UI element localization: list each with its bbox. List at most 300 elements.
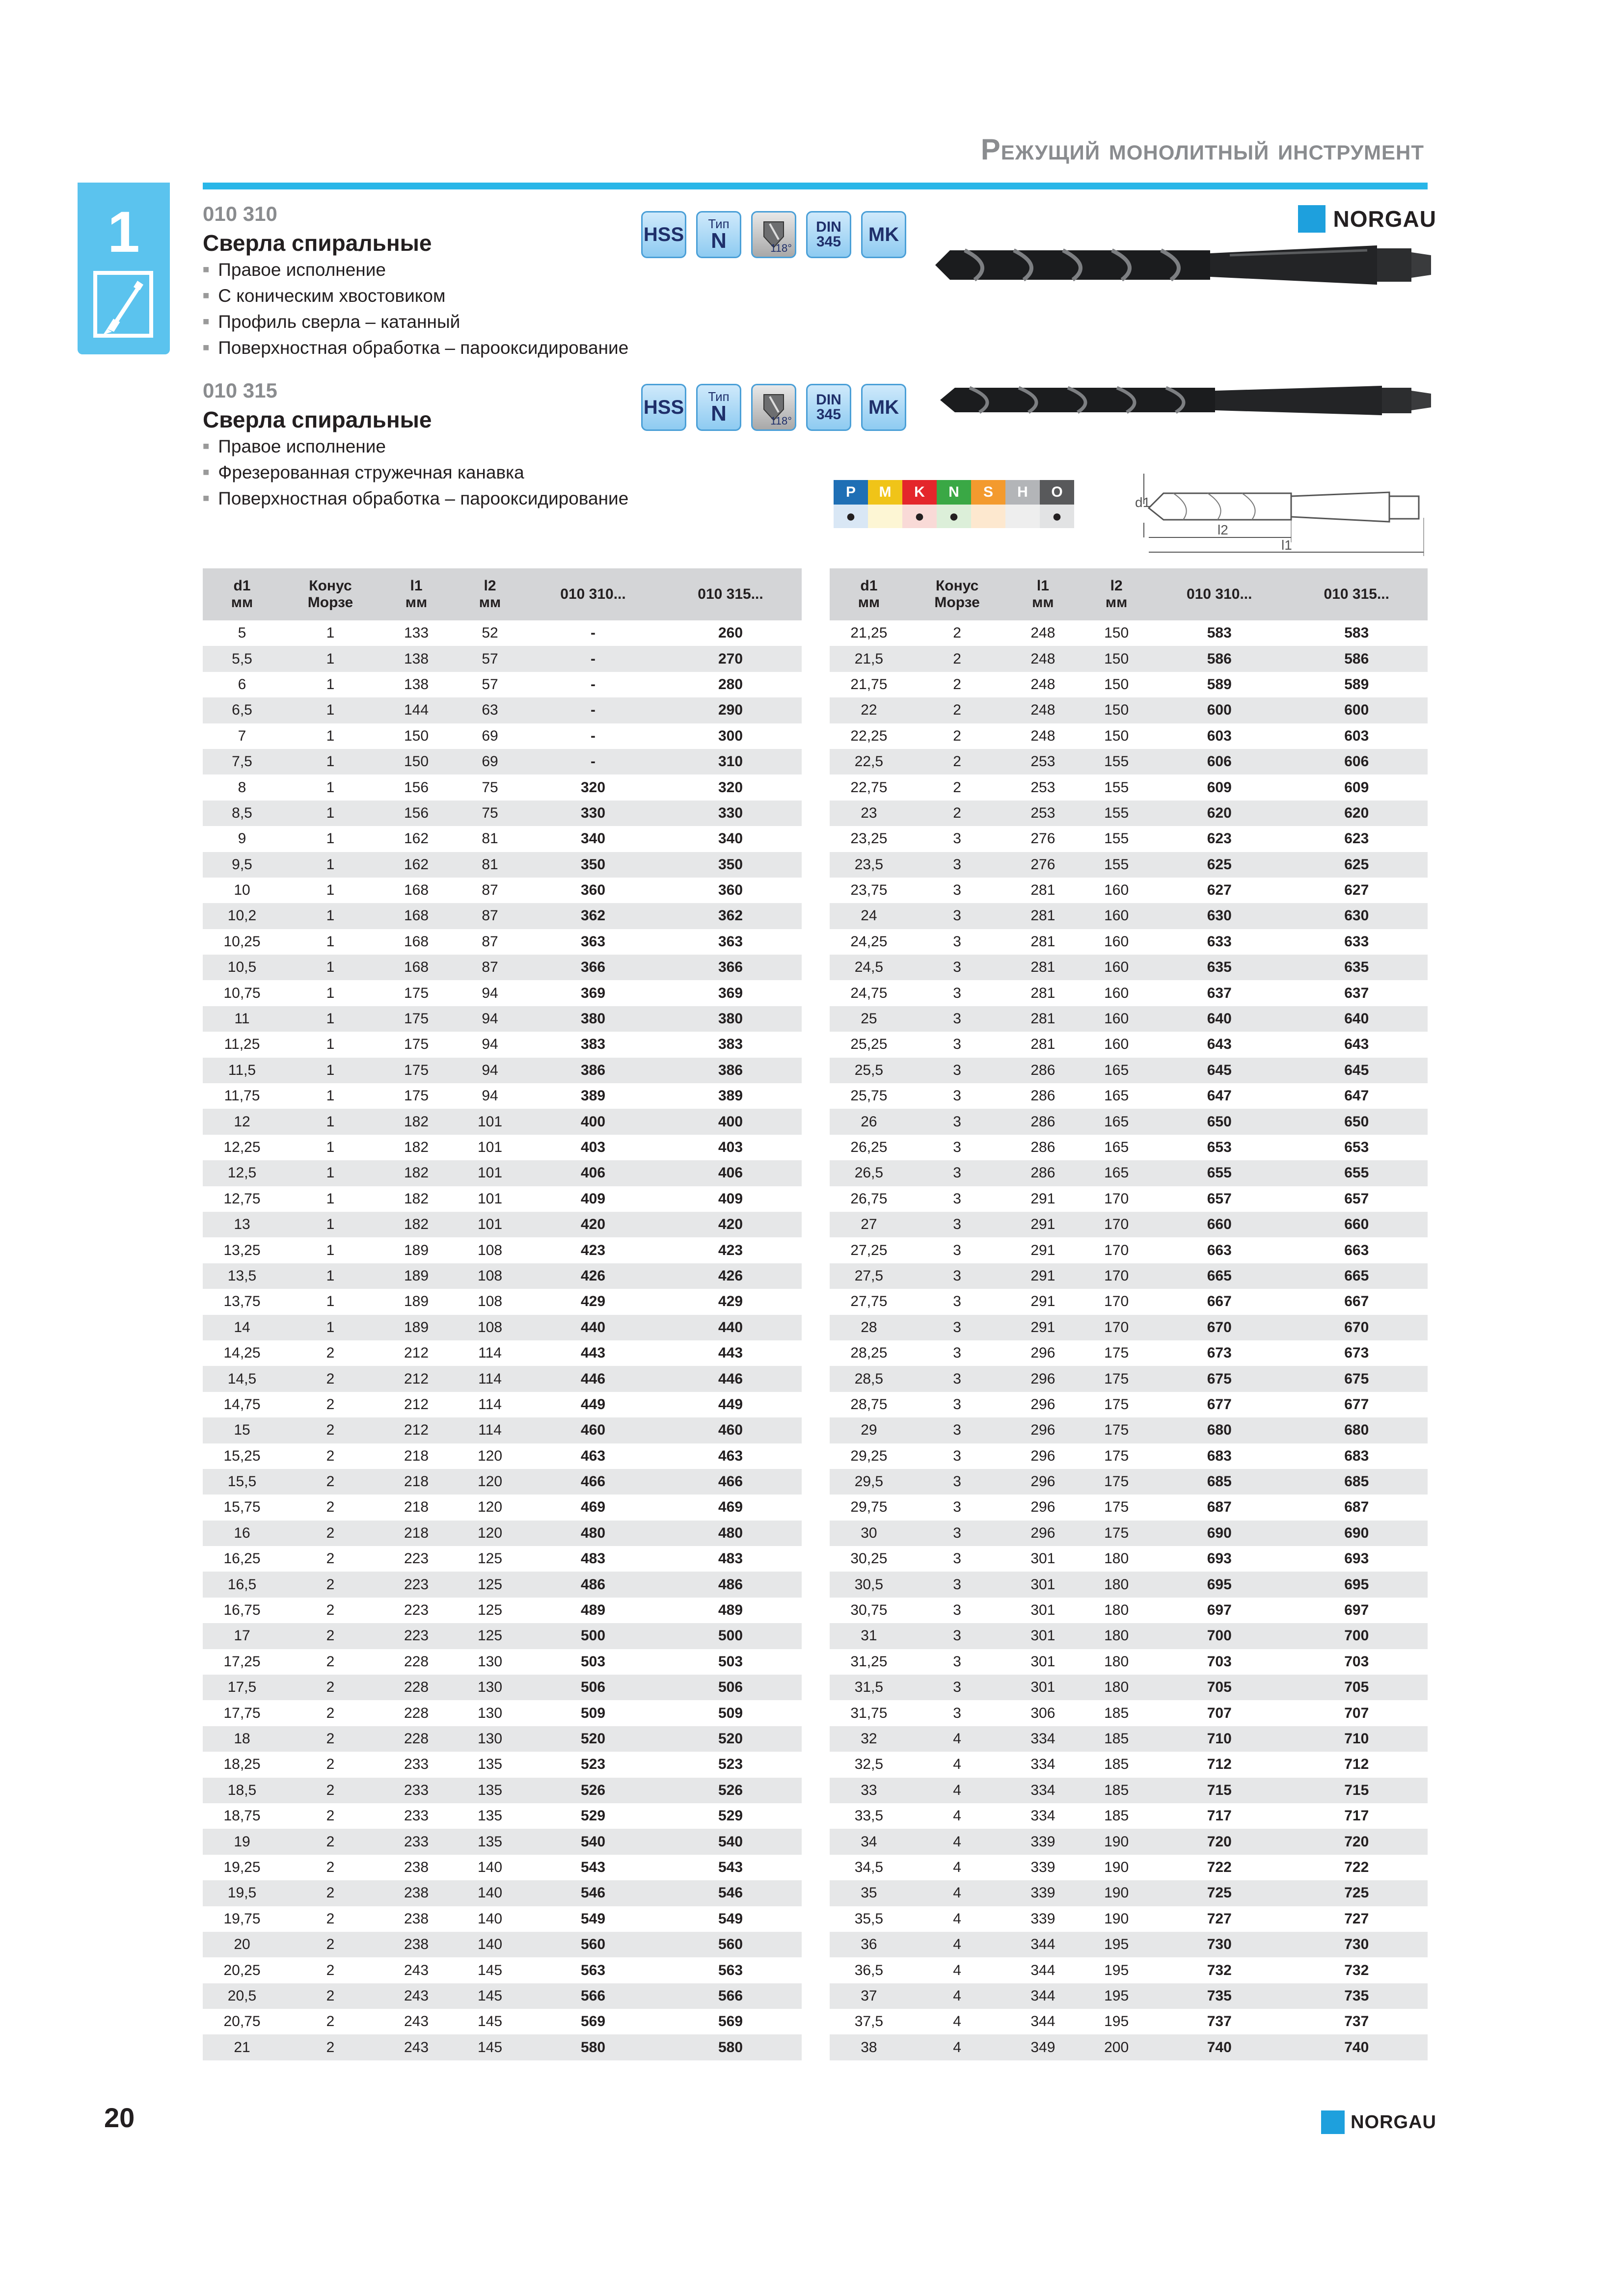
table-cell: 182 — [379, 1212, 453, 1237]
table-cell: 2 — [281, 1521, 379, 1546]
table-cell: 175 — [379, 1006, 453, 1032]
table-row — [830, 1006, 1428, 1032]
table-cell: 2 — [953, 625, 961, 641]
table-cell: 670 — [1153, 1315, 1286, 1340]
table-cell: 135 — [477, 1756, 503, 1773]
table-cell: 560 — [659, 1932, 802, 1957]
table-cell: 22,5 — [830, 749, 908, 774]
column-header-label: 010 315... — [1324, 586, 1389, 602]
footer-brand-logo — [1321, 2110, 1436, 2134]
table-cell: 114 — [478, 1345, 502, 1362]
table-cell: 155 — [1104, 830, 1129, 847]
table-cell: 737 — [1207, 2013, 1232, 2030]
table-cell: 627 — [1344, 882, 1369, 899]
table-cell: 540 — [659, 1829, 802, 1854]
table-row — [203, 1983, 802, 2009]
table-cell: 623 — [1207, 830, 1232, 847]
table-cell: 25,5 — [830, 1058, 908, 1083]
table-cell: 3 — [908, 1469, 1006, 1495]
table-cell: 360 — [580, 882, 606, 899]
table-cell: 369 — [580, 985, 606, 1001]
material-k-dot: ● — [902, 505, 937, 528]
table-cell: 4 — [908, 1983, 1006, 2009]
table-cell: 87 — [482, 882, 498, 899]
table-row — [830, 723, 1428, 749]
din-badge — [806, 211, 851, 258]
table-cell: 695 — [1153, 1572, 1286, 1597]
table-cell: 710 — [1286, 1726, 1428, 1752]
table-cell: 509 — [580, 1705, 606, 1721]
table-cell: 238 — [379, 1932, 453, 1957]
table-cell: 1 — [326, 882, 335, 899]
table-row — [830, 620, 1428, 646]
table-cell: 170 — [1104, 1190, 1129, 1207]
table-cell: 449 — [580, 1396, 606, 1413]
table-row — [830, 1469, 1428, 1495]
table-cell: 2 — [326, 1550, 335, 1567]
table-cell: 486 — [659, 1572, 802, 1597]
table-cell: 130 — [477, 1705, 503, 1721]
column-header-label: 010 310... — [1187, 586, 1252, 602]
table-cell: 75 — [482, 779, 498, 796]
table-cell: 57 — [482, 676, 498, 693]
table-cell: 586 — [1153, 646, 1286, 671]
table-cell: 286 — [1006, 1109, 1080, 1134]
table-cell: 400 — [527, 1109, 659, 1134]
table-cell: 3 — [953, 1550, 961, 1567]
table-cell: 737 — [1344, 2013, 1369, 2030]
table-row — [203, 1572, 802, 1597]
table-cell: 677 — [1344, 1396, 1369, 1413]
table-cell: 223 — [379, 1623, 453, 1649]
table-row — [830, 1726, 1428, 1752]
table-cell: 145 — [477, 1962, 503, 1978]
table-row — [830, 1623, 1428, 1649]
table-cell: 15,75 — [223, 1499, 261, 1516]
table-cell: 175 — [404, 985, 429, 1001]
table-cell: 469 — [580, 1499, 606, 1516]
table-cell: 665 — [1153, 1263, 1286, 1289]
column-header — [527, 568, 659, 620]
din-number: 345 — [816, 234, 841, 250]
column-header — [908, 568, 1006, 620]
table-cell: 3 — [953, 1653, 961, 1670]
table-cell: 503 — [718, 1653, 743, 1670]
table-cell: 4 — [953, 1859, 961, 1875]
table-cell: 3 — [953, 830, 961, 847]
table-cell: 446 — [659, 1366, 802, 1391]
table-cell: 21,5 — [830, 646, 908, 671]
type-badge — [696, 384, 741, 431]
table-row — [203, 1315, 802, 1340]
table-cell: 446 — [527, 1366, 659, 1391]
table-cell: 667 — [1207, 1293, 1232, 1310]
table-cell: 730 — [1153, 1932, 1286, 1957]
table-cell: 185 — [1104, 1808, 1129, 1824]
table-cell: 673 — [1344, 1345, 1369, 1362]
table-cell: 339 — [1030, 1910, 1055, 1927]
table-cell: 6 — [238, 676, 246, 693]
table-cell: 730 — [1286, 1932, 1428, 1957]
table-row — [830, 697, 1428, 723]
table-cell: - — [591, 727, 595, 744]
table-cell: 660 — [1153, 1212, 1286, 1237]
badge-row — [641, 384, 906, 431]
table-cell: 253 — [1030, 779, 1055, 796]
table-cell: 218 — [379, 1521, 453, 1546]
table-row — [203, 1623, 802, 1649]
table-row — [830, 1186, 1428, 1212]
table-cell: 663 — [1207, 1242, 1232, 1258]
table-cell: 440 — [527, 1315, 659, 1340]
table-row — [830, 1058, 1428, 1083]
table-row — [203, 672, 802, 697]
table-cell: 300 — [718, 727, 743, 744]
table-cell: 630 — [1286, 903, 1428, 929]
table-cell: 243 — [379, 2034, 453, 2060]
table-cell: 732 — [1344, 1962, 1369, 1978]
hss-badge — [641, 384, 686, 431]
table-cell: 1 — [326, 1190, 335, 1207]
table-cell: 700 — [1153, 1623, 1286, 1649]
table-cell: 286 — [1006, 1058, 1080, 1083]
table-cell: 655 — [1153, 1160, 1286, 1186]
table-cell: 125 — [477, 1550, 503, 1567]
material-m-cell: M — [868, 480, 902, 505]
feature-item: ■ Фрезерованная стружечная канавка — [203, 461, 628, 487]
table-cell: 10,75 — [223, 985, 261, 1001]
table-cell: 732 — [1207, 1962, 1232, 1978]
table-cell: 549 — [718, 1910, 743, 1927]
table-cell: 30,25 — [850, 1550, 888, 1567]
table-cell: 2 — [326, 1859, 335, 1875]
table-row — [830, 1417, 1428, 1443]
table-cell: 600 — [1286, 697, 1428, 723]
table-row — [830, 878, 1428, 903]
table-row — [830, 1289, 1428, 1314]
table-cell: 24,75 — [850, 985, 888, 1001]
table-row — [203, 801, 802, 826]
table-cell: 114 — [453, 1366, 527, 1391]
table-row — [830, 1829, 1428, 1854]
column-header — [659, 568, 802, 620]
column-header-unit: мм — [405, 594, 428, 611]
table-cell: 175 — [404, 1088, 429, 1104]
mk-label: MK — [868, 396, 899, 418]
table-cell: 697 — [1344, 1602, 1369, 1619]
table-cell: 31,75 — [850, 1705, 888, 1721]
table-cell: 29 — [830, 1417, 908, 1443]
table-cell: 18,5 — [203, 1778, 281, 1803]
table-cell: 463 — [580, 1447, 606, 1464]
table-row — [830, 1366, 1428, 1391]
table-cell: 583 — [1207, 625, 1232, 641]
type-small: Тип — [708, 389, 730, 404]
table-cell: 406 — [527, 1160, 659, 1186]
table-cell: 3 — [953, 1705, 961, 1721]
table-row — [203, 723, 802, 749]
table-row — [830, 1212, 1428, 1237]
column-header — [1153, 568, 1286, 620]
drill-icon — [92, 270, 154, 339]
table-row — [203, 878, 802, 903]
table-cell: 223 — [379, 1572, 453, 1597]
table-cell: 218 — [379, 1469, 453, 1495]
table-cell: 108 — [453, 1315, 527, 1340]
table-cell: 212 — [404, 1345, 429, 1362]
table-cell: 685 — [1286, 1469, 1428, 1495]
table-cell: 1 — [326, 1139, 335, 1155]
table-cell: 606 — [1286, 749, 1428, 774]
table-row — [203, 1546, 802, 1572]
table-cell: 138 — [404, 676, 429, 693]
table-row — [203, 1058, 802, 1083]
table-cell: 280 — [718, 676, 743, 693]
table-cell: 310 — [659, 749, 802, 774]
table-cell: 13,75 — [223, 1293, 261, 1310]
table-cell: 330 — [527, 801, 659, 826]
table-cell: 1 — [281, 1006, 379, 1032]
table-row — [203, 1109, 802, 1134]
table-row — [830, 672, 1428, 697]
table-cell: 633 — [1344, 933, 1369, 950]
table-cell: 2 — [281, 1572, 379, 1597]
column-header-label: l1 — [410, 578, 423, 594]
table-cell: 703 — [1344, 1653, 1369, 1670]
table-cell: 189 — [379, 1315, 453, 1340]
table-cell: 276 — [1030, 830, 1055, 847]
column-header — [203, 568, 281, 620]
table-cell: 248 — [1030, 727, 1055, 744]
brand-name: NORGAU — [1351, 2111, 1436, 2133]
table-cell: 563 — [580, 1962, 606, 1978]
table-cell: 31,25 — [850, 1653, 888, 1670]
table-row — [203, 1006, 802, 1032]
table-cell: 108 — [453, 1263, 527, 1289]
table-cell: 25,75 — [850, 1088, 888, 1104]
table-row — [203, 1778, 802, 1803]
table-cell: 363 — [718, 933, 743, 950]
table-cell: 155 — [1080, 749, 1153, 774]
table-row — [203, 1957, 802, 1983]
table-cell: 160 — [1104, 933, 1129, 950]
table-cell: 1 — [281, 852, 379, 878]
table-cell: 3 — [908, 1160, 1006, 1186]
table-cell: 17 — [203, 1623, 281, 1649]
table-cell: 1 — [281, 955, 379, 980]
table-cell: 190 — [1080, 1829, 1153, 1854]
table-cell: 2 — [281, 2034, 379, 2060]
table-cell: 566 — [527, 1983, 659, 2009]
column-header — [453, 568, 527, 620]
din-number: 345 — [816, 406, 841, 423]
column-header — [379, 568, 453, 620]
table-row — [203, 1212, 802, 1237]
table-cell: 195 — [1104, 1962, 1129, 1978]
table-cell: 707 — [1207, 1705, 1232, 1721]
table-cell: 301 — [1030, 1550, 1055, 1567]
table-cell: 2 — [281, 1623, 379, 1649]
table-row — [830, 1263, 1428, 1289]
table-cell: 389 — [580, 1088, 606, 1104]
column-header-label: Конус — [935, 578, 979, 594]
table-cell: 223 — [404, 1602, 429, 1619]
table-cell: 101 — [453, 1160, 527, 1186]
table-cell: 2 — [281, 1880, 379, 1906]
table-row — [830, 1392, 1428, 1417]
table-cell: 4 — [908, 2034, 1006, 2060]
table-cell: 1 — [281, 697, 379, 723]
column-header-label: 010 310... — [560, 586, 626, 602]
table-cell: 334 — [1006, 1778, 1080, 1803]
table-cell: 5 — [238, 625, 246, 641]
table-cell: 94 — [453, 1006, 527, 1032]
table-cell: 6,5 — [203, 697, 281, 723]
table-row — [830, 852, 1428, 878]
feature-list — [203, 258, 628, 362]
column-header — [1006, 568, 1080, 620]
drill-image — [940, 373, 1441, 429]
table-cell: 15,5 — [203, 1469, 281, 1495]
table-cell: 125 — [453, 1623, 527, 1649]
table-cell: 120 — [477, 1499, 503, 1516]
table-cell: 725 — [1153, 1880, 1286, 1906]
header-rule — [203, 183, 1428, 189]
table-cell: 37,5 — [854, 2013, 884, 2030]
table-cell: 165 — [1080, 1160, 1153, 1186]
table-cell: 11,5 — [203, 1058, 281, 1083]
product-code: 010 315 — [203, 379, 277, 402]
table-cell: 2 — [326, 1345, 335, 1362]
table-cell: 380 — [659, 1006, 802, 1032]
table-cell: 506 — [659, 1675, 802, 1700]
mk-badge — [861, 211, 906, 258]
table-cell: 715 — [1153, 1778, 1286, 1803]
table-cell: 339 — [1030, 1859, 1055, 1875]
material-m-dot — [868, 505, 902, 528]
table-cell: 291 — [1030, 1190, 1055, 1207]
column-header-unit: мм — [858, 594, 880, 611]
table-cell: 81 — [482, 830, 498, 847]
table-cell: 24,25 — [850, 933, 888, 950]
table-cell: 87 — [453, 955, 527, 980]
table-row — [203, 620, 802, 646]
table-cell: 643 — [1344, 1036, 1369, 1053]
table-cell: 108 — [477, 1293, 503, 1310]
table-cell: 526 — [527, 1778, 659, 1803]
table-cell: 101 — [453, 1212, 527, 1237]
table-cell: 4 — [953, 1808, 961, 1824]
table-cell: 630 — [1153, 903, 1286, 929]
table-cell: 334 — [1030, 1808, 1055, 1824]
mk-badge — [861, 384, 906, 431]
table-cell: 657 — [1207, 1190, 1232, 1207]
table-cell: 170 — [1104, 1293, 1129, 1310]
table-cell: 14 — [203, 1315, 281, 1340]
table-cell: 25 — [830, 1006, 908, 1032]
table-cell: 685 — [1153, 1469, 1286, 1495]
table-cell: 563 — [718, 1962, 743, 1978]
table-cell: 17,5 — [203, 1675, 281, 1700]
table-cell: 19,75 — [223, 1910, 261, 1927]
table-cell: 3 — [953, 1139, 961, 1155]
table-cell: 350 — [659, 852, 802, 878]
table-cell: 160 — [1080, 955, 1153, 980]
table-cell: 705 — [1286, 1675, 1428, 1700]
table-cell: 17,25 — [223, 1653, 261, 1670]
table-cell: 647 — [1344, 1088, 1369, 1104]
table-cell: 350 — [527, 852, 659, 878]
table-cell: 290 — [659, 697, 802, 723]
table-cell: 440 — [659, 1315, 802, 1340]
table-cell: 2 — [281, 1932, 379, 1957]
table-row — [830, 1598, 1428, 1623]
table-cell: 673 — [1207, 1345, 1232, 1362]
table-row — [203, 1469, 802, 1495]
table-row — [203, 1160, 802, 1186]
table-cell: 2 — [281, 1675, 379, 1700]
table-cell: 24 — [830, 903, 908, 929]
table-cell: 389 — [718, 1088, 743, 1104]
table-cell: 114 — [478, 1396, 502, 1413]
table-cell: 223 — [404, 1550, 429, 1567]
table-cell: 529 — [580, 1808, 606, 1824]
table-cell: 369 — [718, 985, 743, 1001]
table-cell: 212 — [379, 1417, 453, 1443]
table-cell: 1 — [281, 1160, 379, 1186]
table-cell: 26,25 — [850, 1139, 888, 1155]
table-cell: 175 — [379, 1058, 453, 1083]
table-cell: 637 — [1344, 985, 1369, 1001]
table-cell: 12,25 — [223, 1139, 261, 1155]
table-row — [203, 749, 802, 774]
table-cell: 36 — [830, 1932, 908, 1957]
table-cell: 3 — [953, 1345, 961, 1362]
column-header-label: d1 — [860, 578, 878, 594]
material-o-cell: O — [1040, 480, 1074, 505]
table-cell: 3 — [908, 1366, 1006, 1391]
table-cell: 653 — [1207, 1139, 1232, 1155]
table-cell: 296 — [1030, 1499, 1055, 1516]
table-cell: 30,75 — [850, 1602, 888, 1619]
table-cell: 344 — [1030, 1962, 1055, 1978]
table-cell: 150 — [1080, 646, 1153, 671]
table-cell: 720 — [1286, 1829, 1428, 1854]
l2-label: l2 — [1217, 522, 1228, 537]
table-cell: 580 — [659, 2034, 802, 2060]
table-cell: 3 — [908, 1675, 1006, 1700]
page-title: Режущий монолитный инструмент — [980, 133, 1424, 166]
table-cell: 28,25 — [850, 1345, 888, 1362]
table-cell: 301 — [1006, 1675, 1080, 1700]
table-cell: 19,5 — [203, 1880, 281, 1906]
table-cell: 281 — [1006, 1006, 1080, 1032]
table-cell: 483 — [580, 1550, 606, 1567]
table-row — [830, 1546, 1428, 1572]
table-cell: 296 — [1030, 1345, 1055, 1362]
table-cell: 120 — [453, 1521, 527, 1546]
table-row — [830, 980, 1428, 1006]
feature-item: ■ Профиль сверла – катанный — [203, 310, 628, 336]
column-header-unit: мм — [1032, 594, 1054, 611]
table-cell: 1 — [281, 646, 379, 671]
table-cell: 606 — [1153, 749, 1286, 774]
table-cell: 120 — [477, 1447, 503, 1464]
table-cell: 10 — [234, 882, 250, 899]
table-cell: 301 — [1006, 1623, 1080, 1649]
table-cell: 2 — [326, 1705, 335, 1721]
table-cell: 12 — [203, 1109, 281, 1134]
